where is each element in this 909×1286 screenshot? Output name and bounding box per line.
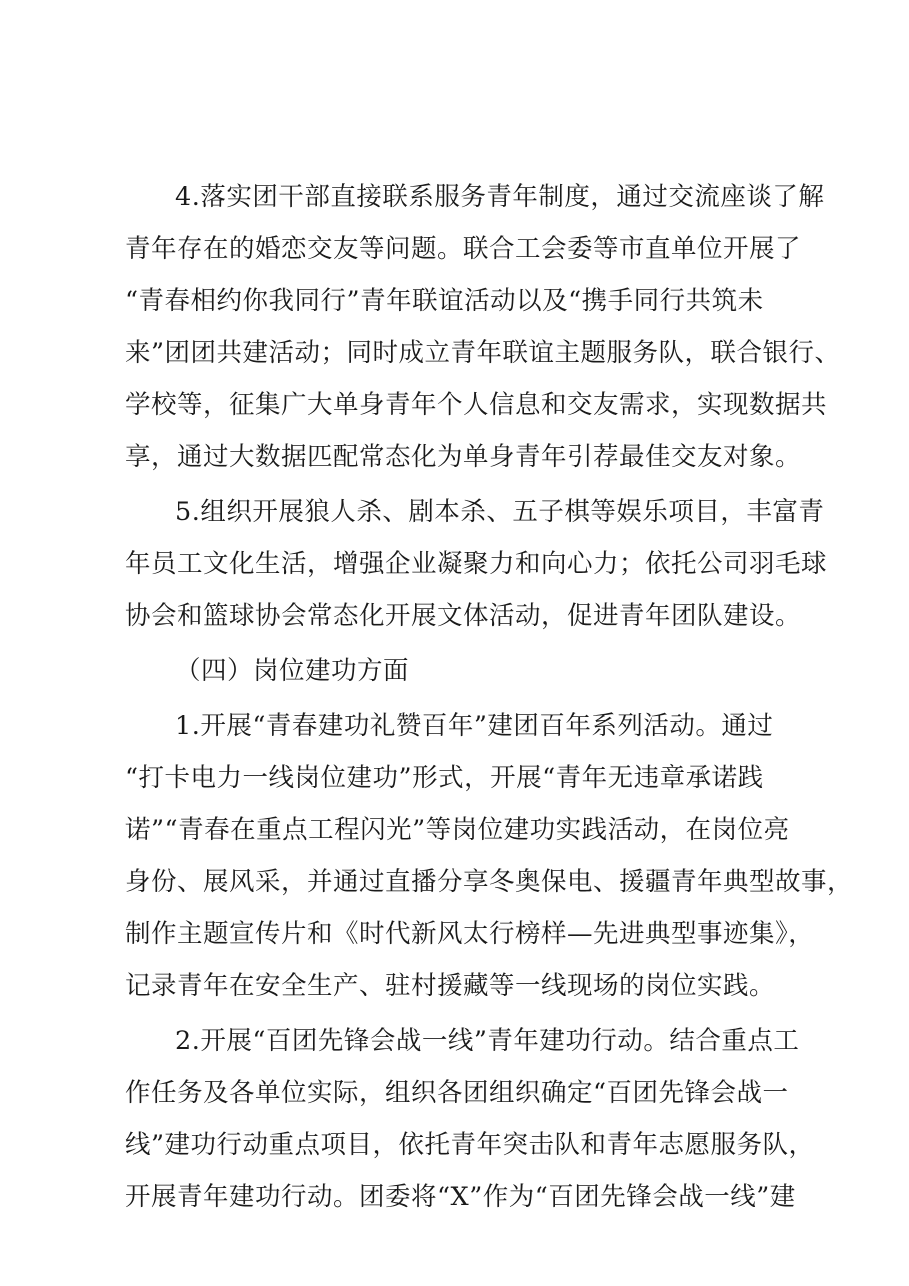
item-2-line-1: 2.开展“百团先锋会战一线”青年建功行动。结合重点工	[175, 1026, 800, 1056]
paragraph-5-line-3: 协会和篮球协会常态化开展文体活动，促进青年团队建设。	[125, 601, 802, 631]
paragraph-4-line-5: 学校等，征集广大单身青年个人信息和交友需求，实现数据共	[125, 390, 828, 420]
paragraph-4-line-3: “青春相约你我同行”青年联谊活动以及“携手同行共筑未	[125, 286, 764, 316]
paragraph-4-line-1: 4.落实团干部直接联系服务青年制度，通过交流座谈了解	[175, 182, 825, 212]
paragraph-5-line-2: 年员工文化生活，增强企业凝聚力和向心力；依托公司羽毛球	[125, 549, 828, 579]
section-heading: （四）岗位建功方面	[175, 656, 410, 686]
item-1-line-5: 制作主题宣传片和《时代新风太行榜样—先进典型事迹集》，	[125, 919, 815, 949]
item-1-line-3: 诺”“青春在重点工程闪光”等岗位建功实践活动，在岗位亮	[125, 815, 790, 845]
item-2-line-4: 开展青年建功行动。团委将“X”作为“百团先锋会战一线”建	[125, 1182, 796, 1212]
paragraph-4-line-2: 青年存在的婚恋交友等问题。联合工会委等市直单位开展了	[125, 234, 802, 264]
paragraph-4-line-6: 享，通过大数据匹配常态化为单身青年引荐最佳交友对象。	[125, 442, 802, 472]
item-1-line-2: “打卡电力一线岗位建功”形式，开展“青年无违章承诺践	[125, 763, 764, 793]
paragraph-4-line-4: 来”团团共建活动；同时成立青年联谊主题服务队，联合银行、	[125, 338, 841, 368]
paragraph-5-line-1: 5.组织开展狼人杀、剧本杀、五子棋等娱乐项目，丰富青	[175, 497, 825, 527]
item-2-line-3: 线”建功行动重点项目，依托青年突击队和青年志愿服务队，	[125, 1130, 815, 1160]
item-2-line-2: 作任务及各单位实际，组织各团组织确定“百团先锋会战一	[125, 1078, 789, 1108]
item-1-line-4: 身份、展风采，并通过直播分享冬奥保电、援疆青年典型故事，	[125, 867, 854, 897]
item-1-line-6: 记录青年在安全生产、驻村援藏等一线现场的岗位实践。	[125, 971, 776, 1001]
item-1-line-1: 1.开展“青春建功礼赞百年”建团百年系列活动。通过	[175, 711, 774, 741]
